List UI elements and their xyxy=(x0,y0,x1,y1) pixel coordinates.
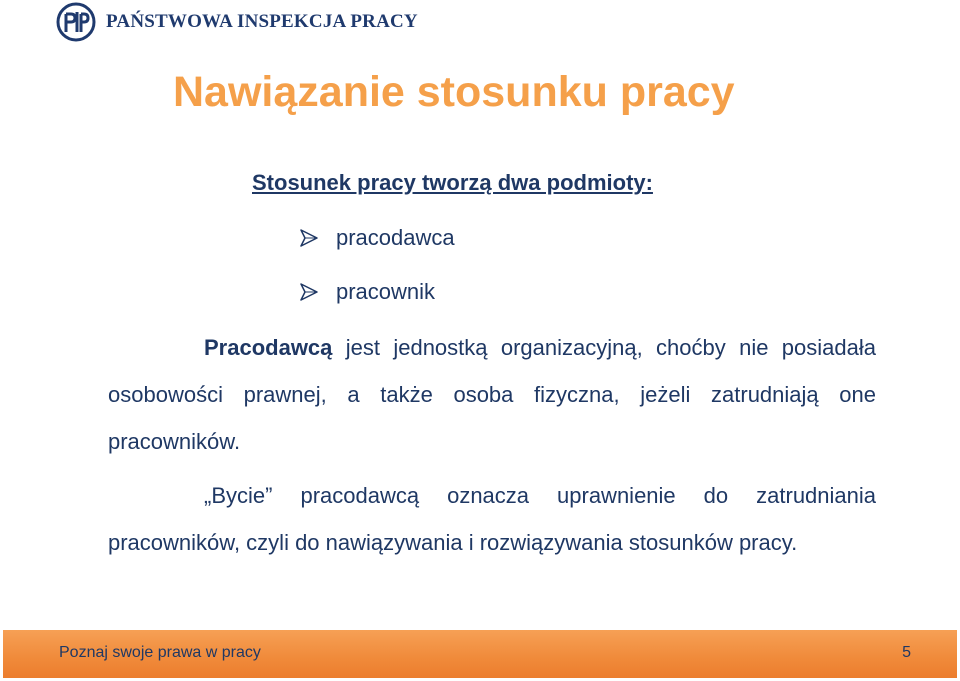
arrow-bullet-icon xyxy=(298,281,320,303)
org-name: PAŃSTWOWA INSPEKCJA PRACY xyxy=(106,11,418,32)
subjects-list xyxy=(298,222,455,330)
list-item xyxy=(298,276,455,308)
employer-term: Pracodawcą xyxy=(204,335,333,360)
list-item-label: pracodawca xyxy=(336,225,455,250)
pip-logo-icon xyxy=(56,2,96,42)
intro-heading: Stosunek pracy tworzą dwa podmioty: xyxy=(252,170,653,195)
page-title: Nawiązanie stosunku pracy xyxy=(173,68,735,116)
arrow-bullet-icon xyxy=(298,227,320,249)
employer-rights xyxy=(108,472,876,566)
footer-tagline: Poznaj swoje prawa w pracy xyxy=(59,644,261,661)
page-number: 5 xyxy=(902,644,911,661)
list-item-label: pracownik xyxy=(336,279,436,304)
employer-definition xyxy=(108,324,876,465)
employer-rights-text: „Bycie” pracodawcą oznacza uprawnienie do zatrudniania pracowników, czyli do nawiązywania i rozwiązywania stosunków pracy. xyxy=(108,483,876,555)
list-item xyxy=(298,222,455,254)
employer-definition-text: jest jednostką organizacyjną, choćby nie posiadała osobowości prawnej, a także osoba fizyczna, jeżeli zatrudniają one pracowników. xyxy=(108,335,876,454)
footer-bar xyxy=(3,630,957,678)
header xyxy=(56,2,418,42)
